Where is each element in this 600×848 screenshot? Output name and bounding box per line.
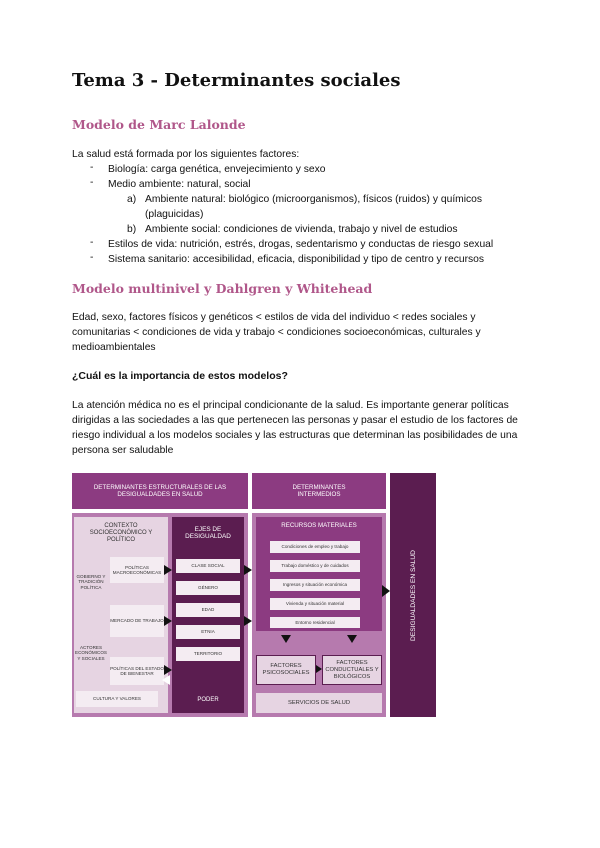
politicas-macro-box: POLÍTICAS MACROECONÓMICAS	[110, 557, 164, 583]
recurso-ingresos: Ingresos y situación económica	[270, 579, 360, 591]
dahlgren-body: Edad, sexo, factores físicos y genéticos < estilos de vida del individuo < redes sociales y comunitarias < condiciones de vida y trabajo < condiciones socioeconómicas, culturales y medioambientales	[72, 312, 481, 353]
eje-clase-social: CLASE SOCIAL	[176, 559, 240, 573]
actores-label: ACTORES ECONÓMICOS Y SOCIALES	[75, 644, 107, 661]
arrow-icon	[164, 565, 172, 575]
header-intermediate: DETERMINANTES INTERMEDIOS	[252, 473, 386, 509]
recurso-empleo: Condiciones de empleo y trabajo	[270, 541, 360, 553]
ejes-title: EJES DE DESIGUALDAD	[185, 526, 231, 540]
arrow-icon	[164, 665, 172, 675]
page-title: Tema 3 - Determinantes sociales	[72, 70, 401, 91]
sub-item-ambiente-social: Ambiente social: condiciones de vivienda, trabajo y nivel de estudios	[145, 224, 458, 235]
eje-genero: GÉNERO	[176, 581, 240, 595]
eje-etnia: ETNIA	[176, 625, 240, 639]
bullet-dash: -	[90, 237, 94, 248]
arrow-icon	[162, 675, 170, 685]
lalonde-intro: La salud está formada por los siguientes factores:	[72, 149, 300, 160]
recurso-domestico: Trabajo doméstico y de cuidados	[270, 560, 360, 572]
section-heading-lalonde: Modelo de Marc Lalonde	[72, 117, 246, 132]
desigualdades-panel	[390, 473, 436, 717]
mercado-box: MERCADO DE TRABAJO	[110, 605, 164, 637]
factores-psicosociales: FACTORES PSICOSOCIALES	[256, 655, 316, 685]
answer-body: La atención médica no es el principal condicionante de la salud. Es importante generar políticas dirigidas a las sociedades a las que pertenecen las personas y pasar el estudio de los factores de riesgo individual a los modelos sociales y las estructuras que determinan las posibilidades de una persona ser saludable	[72, 400, 518, 456]
factores-conductuales: FACTORES CONDUCTUALES Y BIOLÓGICOS	[322, 655, 382, 685]
context-title: CONTEXTO SOCIOECONÓMICO Y POLÍTICO	[89, 522, 153, 543]
servicios-salud: SERVICIOS DE SALUD	[256, 693, 382, 713]
arrow-icon	[316, 665, 322, 673]
question-heading: ¿Cuál es la importancia de estos modelos?	[72, 370, 288, 382]
sub-label-b: b)	[127, 224, 137, 235]
bullet-estilos-vida: Estilos de vida: nutrición, estrés, drogas, sedentarismo y conductas de riesgo sexual	[108, 239, 494, 250]
recurso-entorno: Entorno residencial	[270, 617, 360, 628]
arrow-icon	[164, 616, 172, 626]
recurso-vivienda: Vivienda y situación material	[270, 598, 360, 610]
arrow-icon	[244, 616, 252, 626]
gobierno-label: GOBIERNO Y TRADICIÓN POLÍTICA	[76, 573, 106, 590]
recursos-title: RECURSOS MATERIALES	[281, 521, 357, 529]
desigualdades-label: DESIGUALDADES EN SALUD	[409, 549, 417, 641]
arrow-icon	[347, 635, 357, 643]
arrow-icon	[382, 585, 390, 597]
arrow-icon	[244, 565, 252, 575]
politicas-estado-box: POLÍTICAS DEL ESTADO DE BIENESTAR	[110, 657, 164, 685]
sub-label-a: a)	[127, 194, 137, 205]
cultura-box: CULTURA Y VALORES	[76, 691, 158, 707]
eje-territorio: TERRITORIO	[176, 647, 240, 661]
header-structural: DETERMINANTES ESTRUCTURALES DE LAS DESIGUALDADES EN SALUD	[72, 473, 248, 509]
sub-item-ambiente-natural: Ambiente natural: biológico (microorganismos), físicos (ruidos) y químicos	[145, 194, 483, 205]
sub-item-ambiente-natural-cont: (plaguicidas)	[145, 209, 204, 220]
bullet-biologia: Biología: carga genética, envejecimiento y sexo	[108, 164, 326, 175]
bullet-dash: -	[90, 162, 94, 173]
bullet-dash: -	[90, 177, 94, 188]
bullet-medio-ambiente: Medio ambiente: natural, social	[108, 179, 251, 190]
determinants-diagram	[72, 473, 436, 717]
recursos-panel	[256, 517, 382, 631]
poder-label: PODER	[197, 696, 219, 703]
section-heading-dahlgren: Modelo multinivel y Dahlgren y Whitehead	[72, 281, 373, 296]
eje-edad: EDAD	[176, 603, 240, 617]
bullet-sistema-sanitario: Sistema sanitario: accesibilidad, eficacia, disponibilidad y tipo de centro y recursos	[108, 254, 485, 265]
arrow-icon	[281, 635, 291, 643]
bullet-dash: -	[90, 252, 94, 263]
